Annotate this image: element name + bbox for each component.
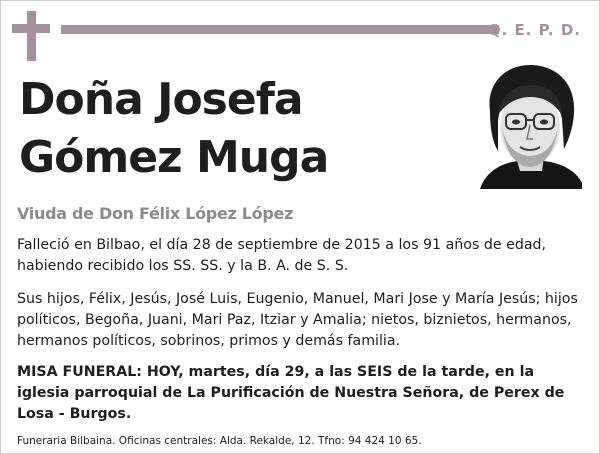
name-line-1: Doña Josefa [19, 74, 303, 125]
name-line-2: Gómez Muga [19, 132, 329, 183]
portrait-image [478, 59, 582, 189]
cross-horizontal-bar [12, 24, 50, 33]
header-rule [61, 25, 499, 34]
cross-vertical-bar [27, 11, 36, 61]
widow-of-line: Viuda de Don Félix López López [17, 204, 294, 223]
rip-label: Q. E. P. D. [487, 21, 581, 39]
funeral-home-footer: Funeraria Bilbaina. Oficinas centrales: Alda. Rekalde, 12. Tfno: 94 424 10 65. [17, 435, 422, 447]
family-paragraph: Sus hijos, Félix, Jesús, José Luis, Eugenio, Manuel, Mari Jose y María Jesús; hijos políticos, Begoña, Juani, Mari Paz, Itziar y Amalia; nietos, biznietos, hermanos, hermanos políticos, sobrinos, primos y demás familia. [17, 291, 578, 349]
deceased-name [19, 71, 328, 187]
portrait-photo [478, 59, 582, 189]
death-notice-paragraph: Falleció en Bilbao, el día 28 de septiembre de 2015 a los 91 años de edad, habiendo recibido los SS. SS. y la B. A. de S. S. [17, 237, 547, 274]
funeral-mass-paragraph: MISA FUNERAL: HOY, martes, día 29, a las SEIS de la tarde, en la iglesia parroquial de La Purificación de Nuestra Señora, de Perex de Losa - Burgos. [17, 364, 565, 422]
